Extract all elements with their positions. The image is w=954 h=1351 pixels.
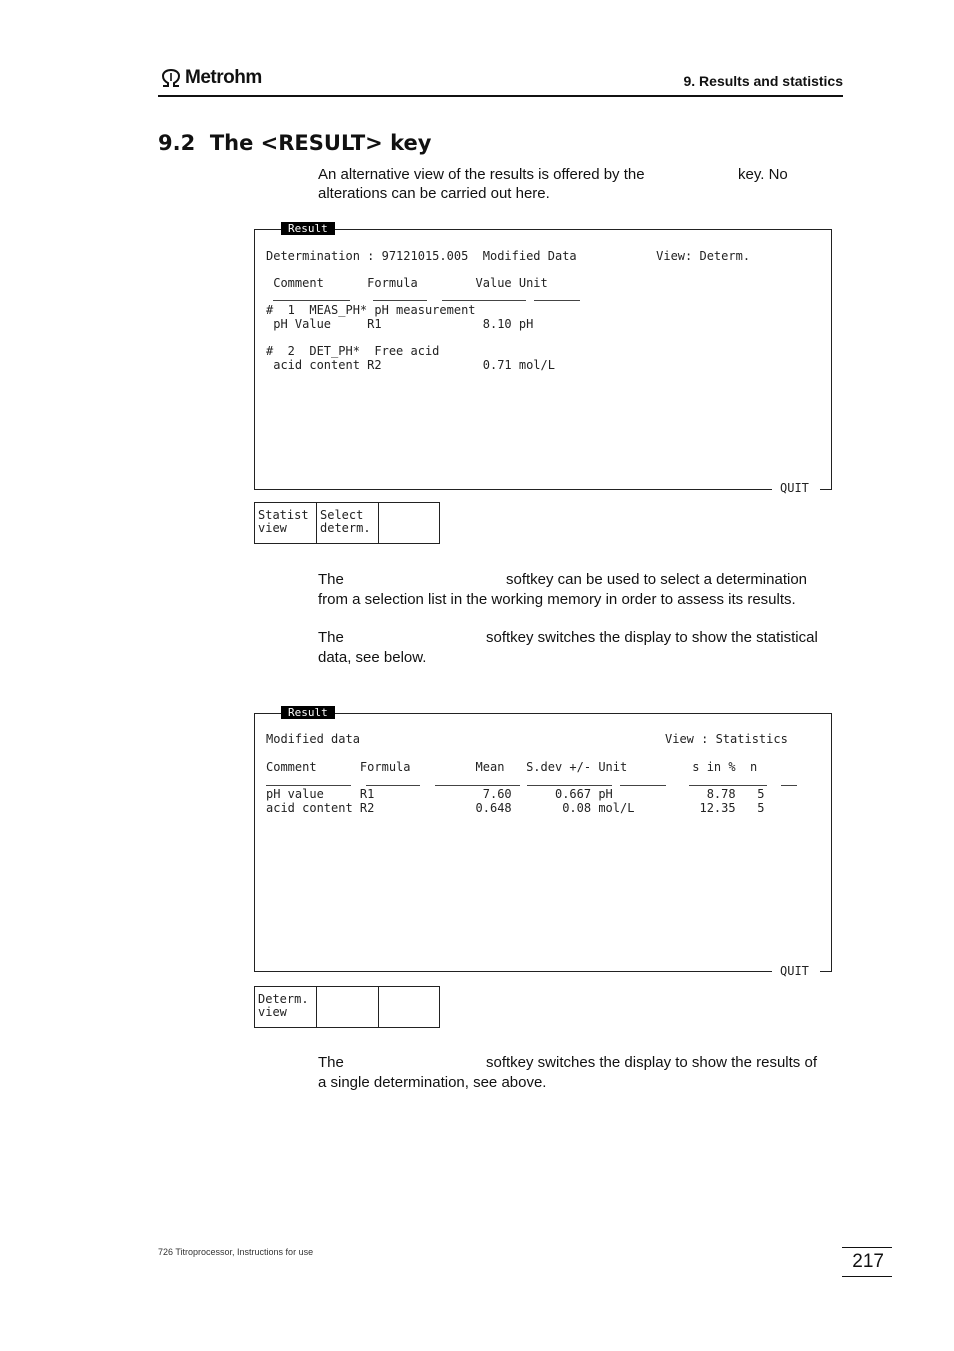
result-tab: Result [281,222,335,235]
para3-line2: data, see below. [318,649,427,666]
para3-end: softkey switches the display to show the statistical [486,629,818,646]
empty-softkey[interactable] [379,503,439,543]
column-headers: Comment Formula Mean S.dev +/- Unit s in % n [266,760,758,774]
result-row: pH Value R1 8.10 pH [266,317,534,331]
quit-label[interactable]: QUIT [780,964,809,978]
intro-line2: alterations can be carried out here. [318,185,550,202]
column-headers: Comment Formula Value Unit [266,276,548,290]
result-row: # 1 MEAS_PH* pH measurement [266,303,476,317]
page-number-text: 217 [852,1251,884,1272]
determination-line: Determination : 97121015.005 Modified Data View: Determ. [266,249,751,263]
select-determ-softkey[interactable]: Select determ. [317,503,379,543]
intro-line1-end: key. No [738,166,788,183]
statistics-row: acid content R2 0.648 0.08 mol/L 12.35 5 [266,801,765,815]
para4-start: The [318,1054,344,1071]
empty-softkey[interactable] [379,987,439,1027]
metrohm-omega-icon [160,69,182,87]
chapter-title: 9. Results and statistics [683,73,843,89]
para4-end: softkey switches the display to show the results of [486,1054,817,1071]
result-row: # 2 DET_PH* Free acid [266,344,440,358]
result-screen-determination [254,222,832,495]
para2-line2: from a selection list in the working memory in order to assess its results. [318,591,796,608]
metrohm-logo: Metrohm [185,67,262,88]
modified-data-label: Modified data [266,732,360,746]
empty-softkey[interactable] [317,987,379,1027]
para2-start: The [318,571,344,588]
para2-end: softkey can be used to select a determination [506,571,808,588]
determ-view-softkey[interactable]: Determ. view [255,987,317,1027]
result-row: acid content R2 0.71 mol/L [266,358,555,372]
result-screen-statistics [254,706,832,978]
page-header [158,66,843,97]
quit-label[interactable]: QUIT [780,481,809,495]
statistics-row: pH value R1 7.60 0.667 pH 8.78 5 [266,787,765,801]
view-statistics-label: View : Statistics [665,732,788,746]
para4-line2: a single determination, see above. [318,1074,547,1091]
softkey-bar [254,986,440,1028]
result-tab: Result [281,706,335,719]
softkey-bar [254,502,440,544]
para3-start: The [318,629,344,646]
intro-line1: An alternative view of the results is offered by the [318,166,645,183]
section-title: 9.2 The <RESULT> key [158,131,432,155]
statist-view-softkey[interactable]: Statist view [255,503,317,543]
page-number [842,1247,892,1277]
footer-doc-title: 726 Titroprocessor, Instructions for use [158,1247,314,1257]
